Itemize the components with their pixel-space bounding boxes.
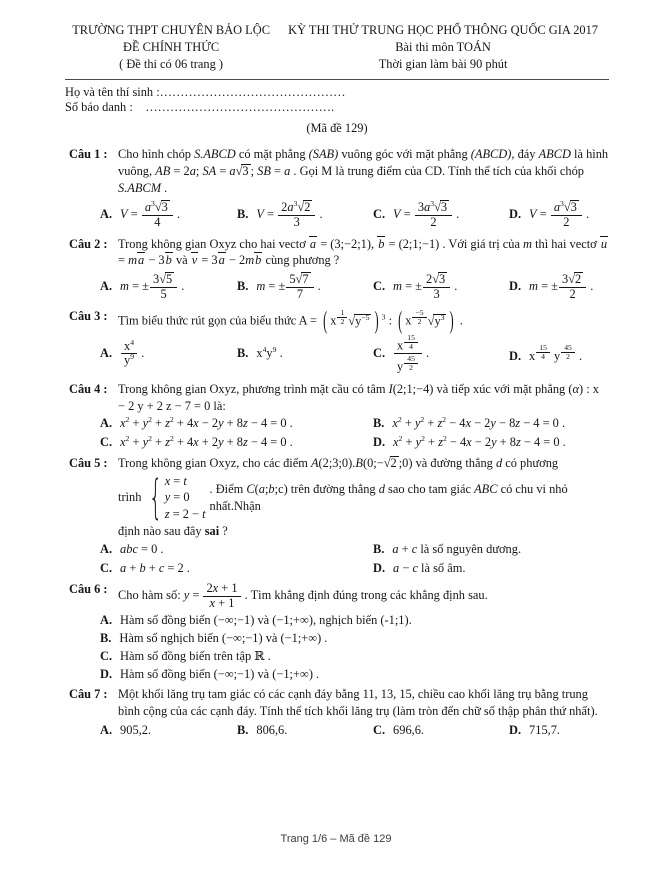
option-D <box>373 434 609 451</box>
option-letter: D. <box>100 666 113 681</box>
option-text: Hàm số nghịch biến (−∞;−1) và (−1;+∞) . <box>119 630 328 645</box>
option-text: V = $\frac{3a^3√3}{2}$ . <box>393 198 460 229</box>
options <box>100 612 609 683</box>
system-line: x = t <box>164 474 187 489</box>
option-letter: C. <box>100 435 113 450</box>
student-name-line: Họ và tên thí sinh :……………………………………… <box>65 84 346 99</box>
questions-list <box>65 146 609 740</box>
option-B <box>373 415 609 432</box>
option-text: $x^4y^9$ . <box>256 345 283 361</box>
option-text: V = $\frac{2a^3√2}{3}$ . <box>256 198 323 229</box>
option-letter: B. <box>237 206 249 221</box>
option-text: x $^{\frac{15}{4}}$ y $^{\frac{45}{2}}$ . <box>393 346 429 360</box>
question-3 <box>65 308 609 378</box>
option-letter: A. <box>100 416 113 431</box>
question-body <box>100 381 609 452</box>
option-C <box>373 722 509 739</box>
question-text: Tìm biểu thức rút gọn của biểu thức A = ( x $^{\frac{1}{2}}$ $√y^{-5}$ ) $^3$ : ( x $^{\frac{-5}{2}}$ $√y^3$ ) . <box>118 306 463 335</box>
question-label: Câu 7 : <box>69 686 108 701</box>
school-name: TRƯỜNG THPT CHUYÊN BẢO LỘC <box>72 23 270 37</box>
option-text: 806,6. <box>256 722 288 737</box>
question-text: Một khối lăng trụ tam giác có các cạnh đáy bằng 11, 13, 15, chiều cao khối lăng trụ bằng trung bình cộng của các cạnh đáy. Tính thể tích khối lăng trụ (làm tròn đến chữ số thập phân thứ nhất). <box>118 686 598 718</box>
option-C <box>100 647 609 665</box>
options <box>100 269 609 305</box>
option-letter: D. <box>509 722 522 737</box>
option-letter: C. <box>373 206 386 221</box>
pages-note: ( Đề thi có 06 trang ) <box>119 56 224 71</box>
option-B <box>100 629 609 647</box>
option-text: a − c là số âm. <box>393 560 466 575</box>
question-text: Cho hàm số: y = $\frac{2x + 1}{x + 1}$ . Tìm khẳng định đúng trong các khẳng định sau. <box>118 580 488 610</box>
question-4 <box>65 381 609 452</box>
question-label: Câu 2 : <box>69 236 108 251</box>
option-letter: D. <box>509 279 522 293</box>
options <box>100 197 609 233</box>
option-letter: C. <box>100 560 113 575</box>
option-text: 905,2. <box>120 722 152 737</box>
options <box>100 540 609 578</box>
question-label: Câu 5 : <box>69 456 108 471</box>
exam-status: ĐỀ CHÍNH THỨC <box>123 39 220 54</box>
option-C <box>373 332 509 376</box>
question-body <box>100 686 609 741</box>
option-A <box>100 339 237 370</box>
page-footer: Trang 1/6 – Mã đề 129 <box>280 833 392 846</box>
question-2 <box>65 236 609 306</box>
question-text: Trong không gian Oxyz, cho các điểm A(2;3;0).B(0;−√2 ;0) và đường thẳng d có phương <box>118 456 559 471</box>
question-5 <box>65 455 609 578</box>
exam-title: KỲ THI THỬ TRUNG HỌC PHỔ THÔNG QUỐC GIA 2017 <box>288 23 598 37</box>
system-pre-text: trình <box>118 490 142 505</box>
option-letter: C. <box>373 722 386 737</box>
system-line: z = 2 − t <box>164 506 206 521</box>
option-text: abc = 0 . <box>120 542 164 557</box>
option-text: 715,7. <box>529 722 561 737</box>
option-letter: A. <box>100 206 113 221</box>
option-text: $x^2 + y^2 + z^2 - 4x - 2y - 8z - 4 = 0$ . <box>392 415 566 431</box>
question-text-2: định nào sau đây sai ? <box>118 524 228 539</box>
option-A <box>100 199 237 231</box>
option-text: m = ± $\frac{3√2}{2}$ . <box>529 272 594 302</box>
question-6 <box>65 581 609 683</box>
option-letter: A. <box>100 613 113 628</box>
option-B <box>237 199 373 231</box>
option-letter: B. <box>373 542 385 557</box>
option-text: $\frac{x^4}{y^9}$ . <box>120 346 144 360</box>
option-letter: B. <box>237 722 249 737</box>
option-letter: C. <box>100 648 113 663</box>
options <box>100 720 609 741</box>
option-letter: C. <box>373 279 386 293</box>
option-D <box>509 343 609 364</box>
option-A <box>100 541 373 558</box>
question-body <box>100 455 609 578</box>
option-letter: B. <box>373 416 385 431</box>
option-letter: D. <box>509 348 522 363</box>
option-text: V = $\frac{a^3√3}{4}$ . <box>120 198 181 229</box>
option-letter: A. <box>100 345 113 360</box>
question-label: Câu 1 : <box>69 147 108 162</box>
system-brace: { <box>149 469 163 524</box>
question-text: Trong không gian Oxyz cho hai vectơ a = (3;−2;1), b = (2;1;−1) . Với giá trị của m thì hai vectơ u = ma − 3b và v = 3a − 2mb cùng phương ? <box>118 236 608 268</box>
option-A <box>100 271 237 303</box>
option-D <box>509 271 609 303</box>
option-C <box>100 560 373 577</box>
option-D <box>100 665 609 683</box>
option-letter: A. <box>100 542 113 557</box>
option-text: $x^2 + y^2 + z^2 - 4x - 2y + 8z - 4 = 0$ . <box>393 434 566 450</box>
option-letter: B. <box>237 346 249 361</box>
option-B <box>237 345 373 362</box>
option-C <box>373 271 509 303</box>
option-text: $x^2 + y^2 + z^2 + 4x - 2y + 8z - 4 = 0$ . <box>120 415 293 431</box>
header-divider <box>65 79 609 80</box>
option-letter: B. <box>237 279 249 293</box>
exam-duration: Thời gian làm bài 90 phút <box>378 56 508 71</box>
option-letter: A. <box>100 722 113 737</box>
option-D <box>373 560 609 577</box>
option-text: a + c là số nguyên dương. <box>392 542 522 557</box>
question-text: Trong không gian Oxyz, phương trình mặt cầu có tâm I(2;1;−4) và tiếp xúc với mặt phẳng (α) : x − 2 y + 2 z − 7 = 0 là: <box>118 381 599 413</box>
question-1 <box>65 146 609 232</box>
question-label: Câu 6 : <box>69 581 108 596</box>
exam-code: (Mã đề 129) <box>306 121 368 136</box>
option-letter: B. <box>100 630 112 645</box>
page-header <box>65 22 609 73</box>
option-text: $x^2 + y^2 + z^2 + 4x + 2y + 8z - 4 = 0$ . <box>120 434 293 450</box>
option-B <box>373 541 609 558</box>
option-letter: C. <box>373 345 386 360</box>
option-text: Hàm số đồng biến (−∞;−1) và (−1;+∞) . <box>120 666 320 681</box>
system-post-text: . Điểm C(a;b;c) trên đường thẳng d sao cho tam giác ABC có chu vi nhỏ nhất.Nhận <box>209 481 568 513</box>
question-7 <box>65 686 609 741</box>
option-D <box>509 199 609 231</box>
option-text: V = $\frac{a^3√3}{2}$ . <box>529 198 590 229</box>
option-letter: D. <box>373 560 386 575</box>
question-body <box>100 146 609 232</box>
system-line: y = 0 <box>164 490 190 505</box>
option-A <box>100 612 609 630</box>
option-text: m = ± $\frac{5√7}{7}$ . <box>256 272 321 302</box>
option-text: m = ± $\frac{2√3}{3}$ . <box>393 272 458 302</box>
options <box>100 414 609 452</box>
option-D <box>509 722 609 739</box>
option-C <box>373 199 509 231</box>
option-B <box>237 271 373 303</box>
option-letter: A. <box>100 279 113 293</box>
option-text: a + b + c = 2 . <box>120 560 190 575</box>
option-text: x $^{\frac{15}{4}}$ y $^{\frac{45}{2}}$ . <box>529 343 583 363</box>
option-C <box>100 434 373 451</box>
question-label: Câu 3 : <box>69 309 108 324</box>
question-body <box>100 236 609 306</box>
option-A <box>100 722 237 739</box>
header-left-block <box>65 22 277 73</box>
option-A <box>100 415 373 432</box>
option-letter: D. <box>509 206 522 221</box>
option-B <box>237 722 373 739</box>
option-text: Hàm số đồng biến trên tập ℝ . <box>120 648 271 663</box>
option-text: m = ± $\frac{3√5}{5}$ . <box>120 272 185 302</box>
student-id-line: Số báo danh : ………………………………………. <box>65 100 335 115</box>
exam-subject: Bài thi môn TOÁN <box>395 39 491 54</box>
question-text: Cho hình chóp S.ABCD có mặt phẳng (SAB) vuông góc với mặt phẳng (ABCD), đáy ABCD là hình vuông, AB = 2a; SA = a√3 ; SB = a . Gọi M là trung điểm của CD. Tính thể tích của khối chóp S.ABCM . <box>118 147 609 195</box>
header-right-block <box>277 22 609 73</box>
option-text: 696,6. <box>393 722 425 737</box>
question-label: Câu 4 : <box>69 381 108 396</box>
system-lines <box>165 473 206 522</box>
options <box>100 330 609 378</box>
option-text: Hàm số đồng biến (−∞;−1) và (−1;+∞), nghịch biến (-1;1). <box>120 613 412 628</box>
question-body <box>100 580 609 683</box>
question-body <box>100 306 609 378</box>
equation-system <box>118 469 609 524</box>
option-letter: D. <box>373 435 386 450</box>
